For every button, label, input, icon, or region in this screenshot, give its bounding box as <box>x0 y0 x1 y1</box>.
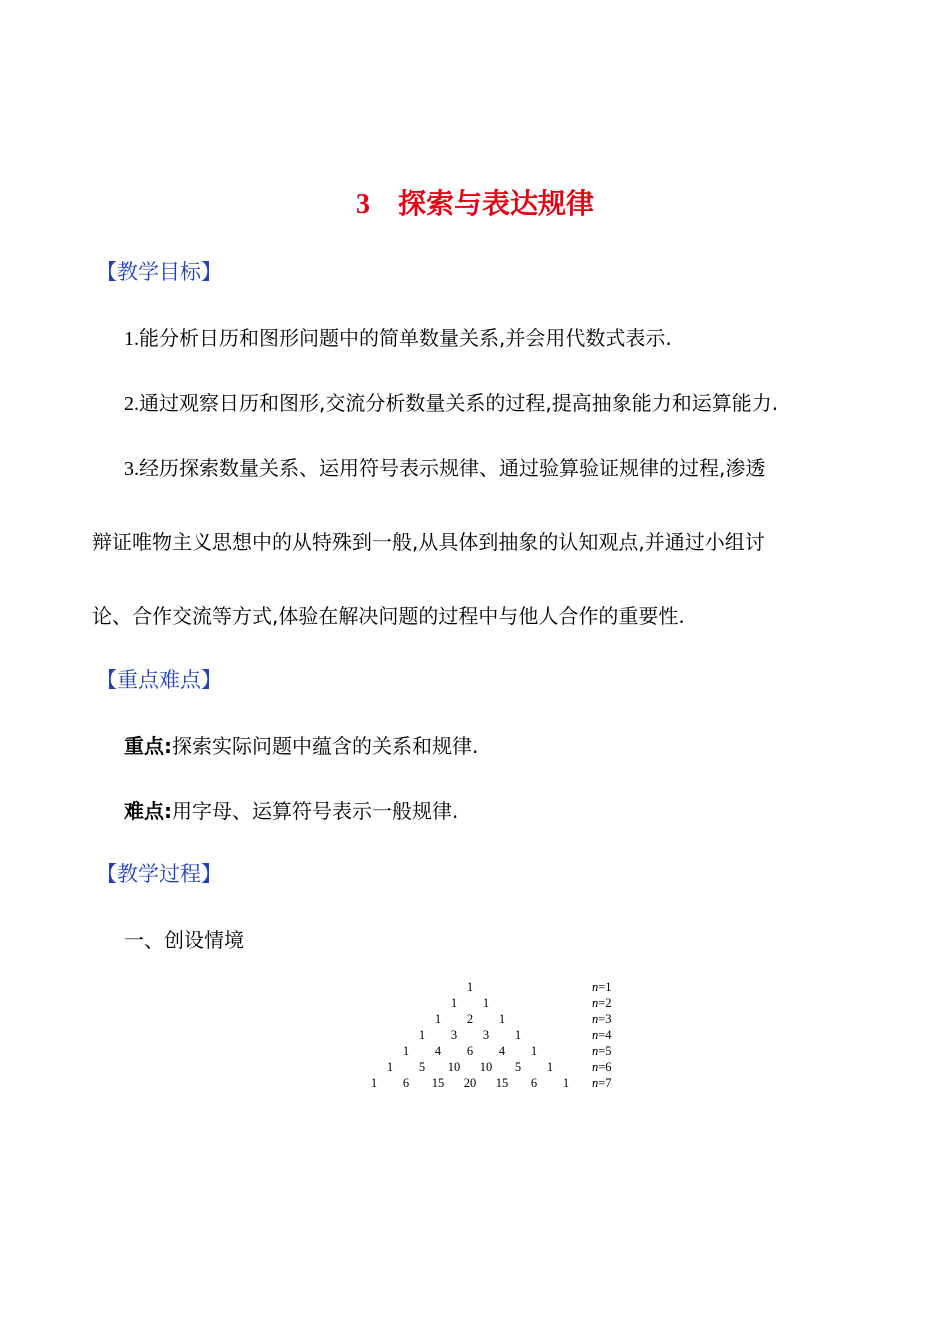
section-objectives: 【教学目标】 <box>96 260 222 284</box>
triangle-row-label <box>592 1060 612 1074</box>
triangle-cell: 10 <box>479 1060 493 1074</box>
triangle-row-label-value: =3 <box>598 1012 612 1026</box>
section-key-points: 【重点难点】 <box>96 668 222 692</box>
triangle-cell: 6 <box>530 1076 538 1090</box>
triangle-cell: 2 <box>466 1012 474 1026</box>
objective-2 <box>124 389 778 418</box>
triangle-row-label <box>592 1044 612 1058</box>
triangle-cell: 4 <box>498 1044 506 1058</box>
triangle-cell: 1 <box>530 1044 538 1058</box>
triangle-row-label-value: =2 <box>598 996 612 1010</box>
title-number: 3 <box>355 189 370 220</box>
key-difficulty <box>124 797 458 825</box>
title-text: 探索与表达规律 <box>397 187 594 220</box>
triangle-cell: 6 <box>402 1076 410 1090</box>
key-difficulty-label: 难点: <box>124 799 172 823</box>
triangle-cell: 1 <box>434 1012 442 1026</box>
triangle-cell: 15 <box>495 1076 509 1090</box>
triangle-cell: 1 <box>498 1012 506 1026</box>
triangle-row-label-var: n <box>592 996 599 1010</box>
triangle-cell: 5 <box>514 1060 522 1074</box>
page-title <box>0 186 950 223</box>
triangle-cell: 1 <box>370 1076 378 1090</box>
triangle-cell: 1 <box>466 980 474 994</box>
triangle-cell: 1 <box>450 996 458 1010</box>
triangle-row-label-value: =7 <box>598 1076 612 1090</box>
triangle-cell: 1 <box>546 1060 554 1074</box>
triangle-cell: 3 <box>450 1028 458 1042</box>
objective-2-number: 2. <box>124 393 139 415</box>
triangle-row-label <box>592 996 612 1010</box>
triangle-cell: 4 <box>434 1044 442 1058</box>
triangle-row-label-var: n <box>592 1060 599 1074</box>
triangle-cell: 5 <box>418 1060 426 1074</box>
section-process: 【教学过程】 <box>96 862 222 886</box>
key-difficulty-text: 用字母、运算符号表示一般规律. <box>172 799 459 823</box>
triangle-row-label-value: =4 <box>598 1028 612 1042</box>
triangle-row-label-var: n <box>592 980 599 994</box>
triangle-cell: 1 <box>386 1060 394 1074</box>
objective-3-line-2: 辩证唯物主义思想中的从特殊到一般,从具体到抽象的认知观点,并通过小组讨 <box>92 530 765 554</box>
key-focus-label: 重点: <box>124 734 172 758</box>
triangle-cell: 1 <box>562 1076 570 1090</box>
triangle-row-label-var: n <box>592 1044 599 1058</box>
triangle-cell: 6 <box>466 1044 474 1058</box>
triangle-row-label-var: n <box>592 1076 599 1090</box>
objective-3-line-3: 论、合作交流等方式,体验在解决问题的过程中与他人合作的重要性. <box>92 604 685 628</box>
triangle-cell: 15 <box>431 1076 445 1090</box>
triangle-row-label-value: =1 <box>598 980 612 994</box>
triangle-cell: 1 <box>418 1028 426 1042</box>
triangle-cell: 1 <box>482 996 490 1010</box>
objective-3-line-1 <box>124 454 765 483</box>
triangle-cell: 1 <box>514 1028 522 1042</box>
objective-3-text: 经历探索数量关系、运用符号表示规律、通过验算验证规律的过程,渗透 <box>139 456 766 480</box>
objective-2-text: 通过观察日历和图形,交流分析数量关系的过程,提高抽象能力和运算能力. <box>139 391 779 415</box>
triangle-row-label <box>592 980 612 994</box>
process-step-1: 一、创设情境 <box>124 928 244 952</box>
key-focus-text: 探索实际问题中蕴含的关系和规律. <box>172 734 479 758</box>
key-focus <box>124 732 478 760</box>
triangle-row-label <box>592 1076 612 1090</box>
triangle-row-label-value: =6 <box>598 1060 612 1074</box>
triangle-row-label-var: n <box>592 1028 599 1042</box>
triangle-row-label-value: =5 <box>598 1044 612 1058</box>
pascal-triangle <box>360 980 640 1100</box>
triangle-cell: 10 <box>447 1060 461 1074</box>
objective-1-number: 1. <box>124 328 139 350</box>
triangle-cell: 1 <box>402 1044 410 1058</box>
triangle-row-label-var: n <box>592 1012 599 1026</box>
objective-1 <box>124 324 672 353</box>
objective-1-text: 能分析日历和图形问题中的简单数量关系,并会用代数式表示. <box>139 326 672 350</box>
triangle-row-label <box>592 1012 612 1026</box>
objective-3-number: 3. <box>124 458 139 480</box>
triangle-row-label <box>592 1028 612 1042</box>
triangle-cell: 20 <box>463 1076 477 1090</box>
triangle-cell: 3 <box>482 1028 490 1042</box>
